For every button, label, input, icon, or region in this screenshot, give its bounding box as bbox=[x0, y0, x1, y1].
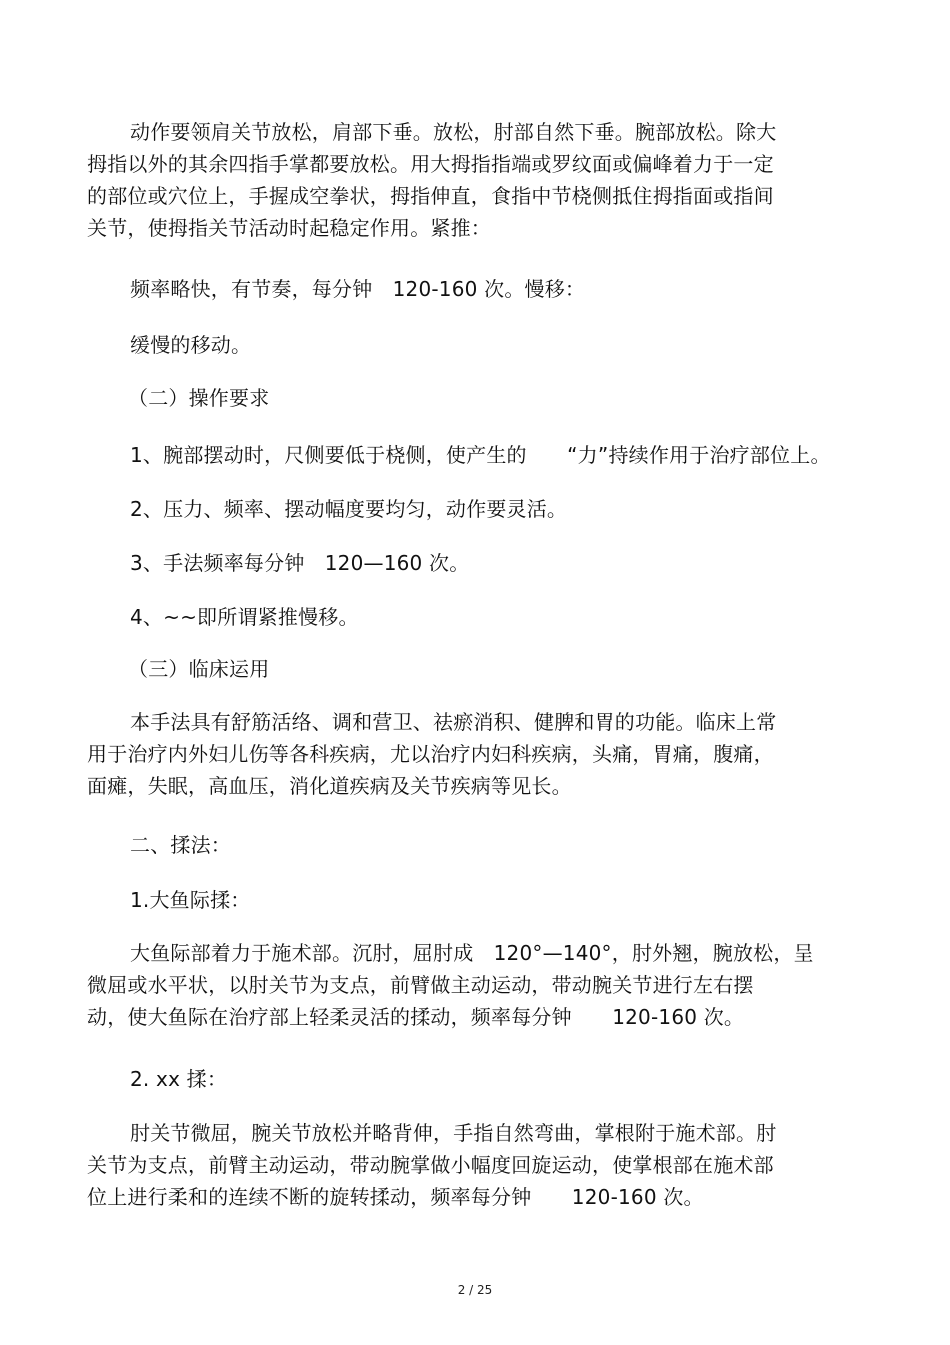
paragraph-clinical-use bbox=[87, 706, 832, 802]
text-line: 关节，使拇指关节活动时起稳定作用。紧推： bbox=[87, 216, 491, 240]
requirement-item-2: 2、压力、频率、摆动幅度要均匀，动作要灵活。 bbox=[130, 497, 568, 521]
text-line: 肘关节微屈，腕关节放松并略背伸，手指自然弯曲，掌根附于施术部。肘 bbox=[130, 1121, 777, 1145]
requirement-item-3: 3、手法频率每分钟 120—160 次。 bbox=[130, 551, 470, 575]
paragraph-thenar-kneading bbox=[87, 937, 832, 1033]
text-line: 的部位或穴位上，手握成空拳状，拇指伸直，食指中节桡侧抵住拇指面或指间 bbox=[87, 184, 774, 208]
page-number: 2 / 25 bbox=[457, 1283, 493, 1297]
text-line: 关节为支点，前臂主动运动，带动腕掌做小幅度回旋运动，使掌根部在施术部 bbox=[87, 1153, 774, 1177]
requirement-item-1: 1、腕部摆动时，尺侧要低于桡侧，使产生的 “力”持续作用于治疗部位上。 bbox=[130, 443, 831, 467]
paragraph-frequency: 频率略快，有节奏，每分钟 120-160 次。慢移： bbox=[130, 277, 586, 301]
text-line: 微屈或水平状，以肘关节为支点，前臂做主动运动，带动腕关节进行左右摆 bbox=[87, 973, 754, 997]
heading-palm-root-kneading: 2. xx 揉： bbox=[130, 1067, 228, 1091]
heading-kneading-method: 二、揉法： bbox=[130, 833, 231, 857]
heading-thenar-kneading: 1.大鱼际揉： bbox=[130, 888, 251, 912]
text-line: 用于治疗内外妇儿伤等各科疾病，尤以治疗内妇科疾病，头痛，胃痛，腹痛， bbox=[87, 742, 774, 766]
heading-clinical-use: （三）临床运用 bbox=[128, 657, 270, 681]
text-line: 拇指以外的其余四指手掌都要放松。用大拇指指端或罗纹面或偏峰着力于一定 bbox=[87, 152, 774, 176]
paragraph-push-technique bbox=[87, 116, 832, 244]
text-line: 位上进行柔和的连续不断的旋转揉动，频率每分钟 120-160 次。 bbox=[87, 1185, 704, 1209]
requirement-item-4: 4、~~即所谓紧推慢移。 bbox=[130, 605, 359, 629]
paragraph-slow-move: 缓慢的移动。 bbox=[130, 333, 252, 357]
text-line: 本手法具有舒筋活络、调和营卫、祛瘀消积、健脾和胃的功能。临床上常 bbox=[130, 710, 777, 734]
text-line: 动作要领肩关节放松，肩部下垂。放松，肘部自然下垂。腕部放松。除大 bbox=[130, 120, 777, 144]
text-line: 大鱼际部着力于施术部。沉肘，屈肘成 120°—140°，肘外翘，腕放松，呈 bbox=[130, 941, 814, 965]
text-line: 面瘫，失眠，高血压，消化道疾病及关节疾病等见长。 bbox=[87, 774, 572, 798]
heading-operation-requirements: （二）操作要求 bbox=[128, 386, 270, 410]
paragraph-palm-root-kneading bbox=[87, 1117, 832, 1213]
text-line: 动，使大鱼际在治疗部上轻柔灵活的揉动，频率每分钟 120-160 次。 bbox=[87, 1005, 745, 1029]
